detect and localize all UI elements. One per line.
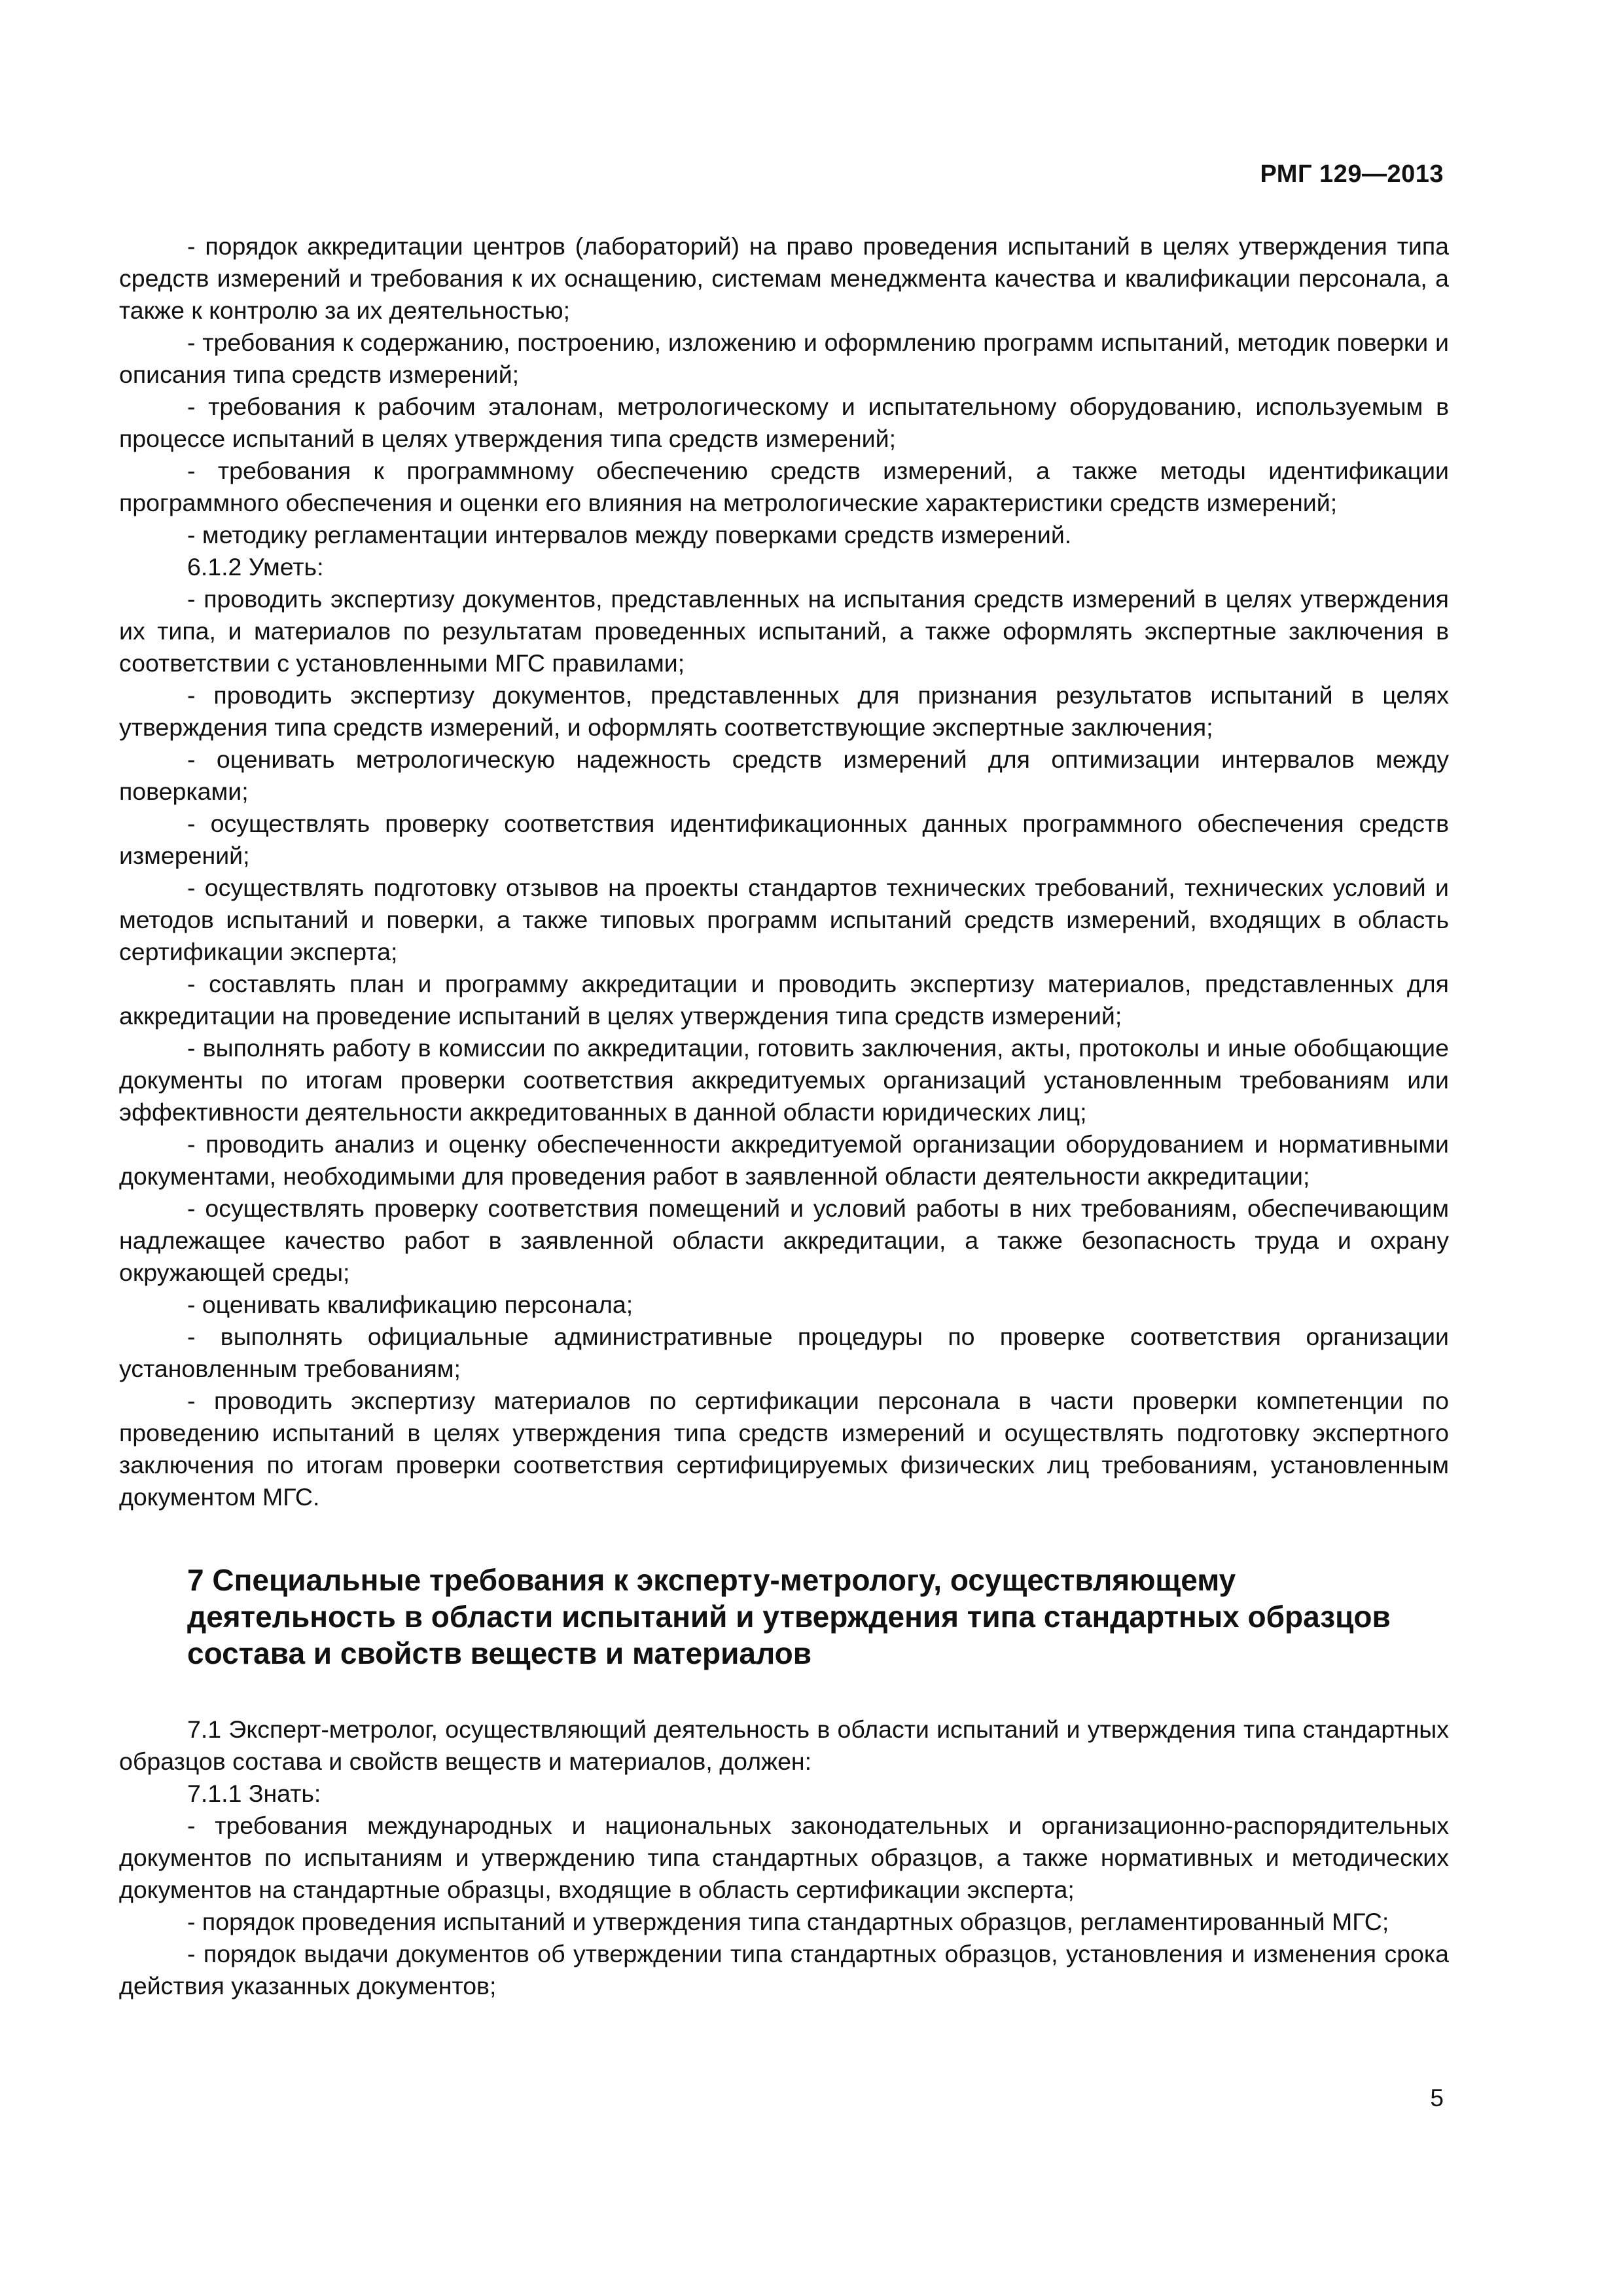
paragraph: - порядок проведения испытаний и утверждения типа стандартных образцов, регламентированный МГС; xyxy=(187,1908,1389,1935)
paragraph: - проводить экспертизу материалов по сертификации персонала в части проверки компетенции по проведению испытаний в целях утверждения типа средств измерений и осуществлять подготовку экспертного заключения по итогам проверки соответствия сертифицируемых физических лиц требованиям, установленным документом МГС. xyxy=(119,1387,1449,1511)
paragraph: - требования к содержанию, построению, изложению и оформлению программ испытаний, методик поверки и описания типа средств измерений; xyxy=(119,329,1449,388)
paragraph: - осуществлять проверку соответствия помещений и условий работы в них требованиям, обеспечивающим надлежащее качество работ в заявленной области аккредитации, а также безопасность труда и охрану окружающей среды; xyxy=(119,1194,1449,1286)
paragraph: - требования к рабочим эталонам, метрологическому и испытательному оборудованию, используемым в процессе испытаний в целях утверждения типа средств измерений; xyxy=(119,393,1449,452)
paragraph: - осуществлять проверку соответствия идентификационных данных программного обеспечения средств измерений; xyxy=(119,810,1449,869)
document-body xyxy=(119,230,1449,2002)
clause-7-1: 7.1 Эксперт-метролог, осуществляющий деятельность в области испытаний и утверждения типа стандартных образцов состава и свойств веществ и материалов, должен: xyxy=(119,1715,1449,1775)
paragraph: - порядок выдачи документов об утверждении типа стандартных образцов, установления и изменения срока действия указанных документов; xyxy=(119,1940,1449,2000)
paragraph: - выполнять официальные административные процедуры по проверке соответствия организации установленным требованиям; xyxy=(119,1323,1449,1382)
clause-heading: 6.1.2 Уметь: xyxy=(187,553,324,581)
paragraph: - оценивать квалификацию персонала; xyxy=(187,1291,633,1318)
clause-heading: 7.1.1 Знать: xyxy=(187,1780,321,1807)
paragraph: - проводить анализ и оценку обеспеченности аккредитуемой организации оборудованием и нормативными документами, необходимыми для проведения работ в заявленной области деятельности аккредитации; xyxy=(119,1130,1449,1190)
document-code: РМГ 129—2013 xyxy=(1260,160,1444,188)
section-7-heading: 7 Специальные требования к эксперту-метрологу, осуществляющему деятельность в области испытаний и утверждения типа стандартных образцов состава и свойств веществ и материалов xyxy=(187,1563,1391,1670)
paragraph: - порядок аккредитации центров (лабораторий) на право проведения испытаний в целях утверждения типа средств измерений и требования к их оснащению, системам менеджмента качества и квалификации персонала, а также к контролю за их деятельностью; xyxy=(119,232,1449,324)
paragraph: - проводить экспертизу документов, представленных для признания результатов испытаний в целях утверждения типа средств измерений, и оформлять соответствующие экспертные заключения; xyxy=(119,681,1449,741)
paragraph: - составлять план и программу аккредитации и проводить экспертизу материалов, представленных для аккредитации на проведение испытаний в целях утверждения типа средств измерений; xyxy=(119,970,1449,1030)
paragraph: - методику регламентации интервалов между поверками средств измерений. xyxy=(187,521,1072,548)
paragraph: - проводить экспертизу документов, представленных на испытания средств измерений в целях утверждения их типа, и материалов по результатам проведенных испытаний, а также оформлять экспертные заключения в соответствии с установленными МГС правилами; xyxy=(119,585,1449,677)
paragraph: - требования к программному обеспечению средств измерений, а также методы идентификации программного обеспечения и оценки его влияния на метрологические характеристики средств измерений; xyxy=(119,457,1449,516)
paragraph: - оценивать метрологическую надежность средств измерений для оптимизации интервалов между поверками; xyxy=(119,745,1449,805)
paragraph: - требования международных и национальных законодательных и организационно-распорядительных документов по испытаниям и утверждению типа стандартных образцов, а также нормативных и методических документов на стандартные образцы, входящие в область сертификации эксперта; xyxy=(119,1812,1449,1903)
paragraph: - осуществлять подготовку отзывов на проекты стандартов технических требований, технических условий и методов испытаний и поверки, а также типовых программ испытаний средств измерений, входящих в область сертификации эксперта; xyxy=(119,874,1449,965)
paragraph: - выполнять работу в комиссии по аккредитации, готовить заключения, акты, протоколы и иные обобщающие документы по итогам проверки соответствия аккредитуемых организаций установленным требованиям или эффективности деятельности аккредитованных в данной области юридических лиц; xyxy=(119,1034,1449,1126)
page-number: 5 xyxy=(1430,2085,1444,2111)
